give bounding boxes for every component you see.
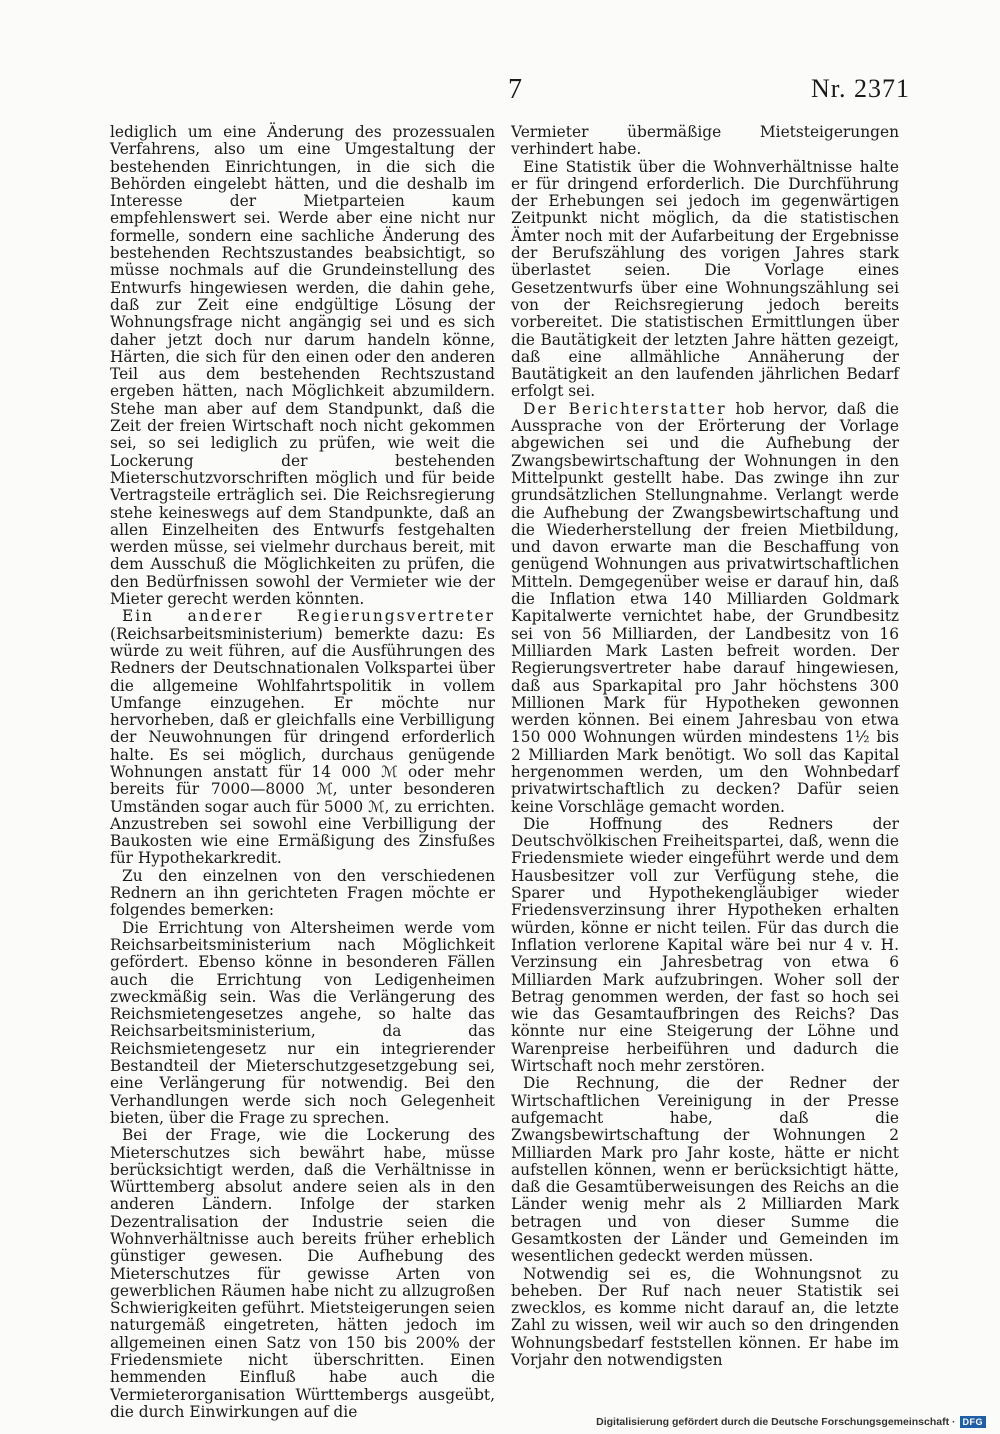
paragraph	[511, 401, 899, 816]
paragraph: Eine Statistik über die Wohnverhältnisse halte er für dringend erforderlich. Die Durchführung der Erhebungen sei jedoch im gegenwärtigen Zeitpunkt nicht möglich, da die statistischen Ämter noch mit der Aufarbeitung der Ergebnisse der Berufszählung des vorigen Jahres stark überlastet seien. Die Vorlage eines Gesetzentwurfs über eine Wohnungszählung sei von der Reichsregierung jedoch bereits vorbereitet. Die statistischen Ermittlungen über die Bautätigkeit der letzten Jahre hätten gezeigt, daß eine allmähliche Annäherung der Bautätigkeit an den laufenden jährlichen Bedarf erfolgt sei.	[511, 157, 899, 401]
paragraph: Notwendig sei es, die Wohnungsnot zu beheben. Der Ruf nach neuer Statistik sei zwecklos, es komme nicht darauf an, die letzte Zahl zu wissen, weil wir auch so den dringenden Wohnungsbedarf feststellen können. Er habe im Vorjahr den notwendigsten	[511, 1264, 899, 1370]
paragraph: Die Hoffnung des Redners der Deutschvölkischen Freiheitspartei, daß, wenn die Friedensmiete wieder eingeführt werde und dem Hausbesitzer voll zur Verfügung stehe, die Sparer und Hypothekengläubiger wieder Friedensverzinsung ihrer Hypotheken erhalten würden, könne er nicht teilen. Für das durch die Inflation verlorene Kapital wäre bei nur 4 v. H. Verzinsung ein Jahresbetrag von etwa 6 Milliarden Mark aufzubringen. Woher soll der Betrag genommen werden, der fast so hoch sei wie das Gesamtaufbringen des Reichs? Das könnte nur eine Steigerung der Löhne und Warenpreise herbeiführen und dadurch die Wirtschaft noch mehr zerstören.	[511, 814, 899, 1076]
credit-text: Digitalisierung gefördert durch die Deutsche Forschungsgemeinschaft ·	[596, 1416, 956, 1428]
page-number: 7	[508, 74, 522, 105]
paragraph: Die Errichtung von Altersheimen werde vom Reichsarbeitsministerium nach Möglichkeit gefördert. Ebenso könne in besonderen Fällen auch die Errichtung von Ledigenheimen zweckmäßig sein. Was die Verlängerung des Reichsmietengesetzes angehe, so halte das Reichsarbeitsministerium, da das Reichsmietengesetz nur ein integrierender Bestandteil der Mieterschutzgesetzgebung sei, eine Verlängerung für notwendig. Bei den Verhandlungen werde sich noch Gelegenheit bieten, über die Frage zu sprechen.	[110, 918, 495, 1127]
speaker-name: Ein anderer Regierungsvertreter	[122, 607, 495, 626]
paragraph: lediglich um eine Änderung des prozessualen Verfahrens, also um eine Umgestaltung der bestehenden Einrichtungen, in die sich die Behörden eingelebt hätten, und die deshalb im Interesse der Mietparteien kaum empfehlenswert sei. Werde aber eine nicht nur formelle, sondern eine sachliche Änderung des bestehenden Rechtszustandes beabsichtigt, so müsse nochmals auf die Grundeinstellung des Entwurfs hingewiesen werden, die dahin gehe, daß zur Zeit eine endgültige Lösung der Wohnungsfrage nicht angängig sei und es sich daher jetzt doch nur darum handeln könne, Härten, die sich für den einen oder den anderen Teil aus dem bestehenden Rechtszustand ergeben hätten, nach Möglichkeit abzumildern. Stehe man aber auf dem Standpunkt, daß die Zeit der freien Wirtschaft noch nicht gekommen sei, so sei lediglich zu prüfen, wie weit die Lockerung der bestehenden Mieterschutzvorschriften möglich und für beide Vertragsteile erträglich sei. Die Reichsregierung stehe keineswegs auf dem Standpunkte, daß an allen Einzelheiten des Entwurfs festgehalten werden müsse, sei vielmehr durchaus bereit, mit dem Ausschuß die Möglichkeiten zu prüfen, die den Bedürfnissen sowohl der Vermieter wie der Mieter gerecht werden könnten.	[110, 123, 495, 609]
paragraph-text: hob hervor, daß die Aussprache von der Erörterung der Vorlage abgewichen sei und die Aufhebung der Zwangsbewirtschaftung der Wohnungen in den Mittelpunkt gestellt habe. Das zwinge ihn zur grundsätzlichen Stellungnahme. Verlangt werde die Aufhebung der Zwangsbewirtschaftung und die Wiederherstellung der freien Mietbildung, und davon erwarte man die Beschaffung von genügend Wohnungen aus privatwirtschaftlichen Mitteln. Demgegenüber weise er darauf hin, daß die Inflation etwa 140 Milliarden Goldmark Kapitalwerte vernichtet habe, der Grundbesitz sei von 56 Milliarden, der Landbesitz von 16 Milliarden Mark Lasten befreit worden. Der Regierungsvertreter habe darauf hingewiesen, daß aus Sparkapital pro Jahr höchstens 300 Millionen Mark für Hypotheken gewonnen werden können. Bei einem Jahresbau von etwa 150 000 Wohnungen würden mindestens 1½ bis 2 Milliarden Mark benötigt. Wo soll das Kapital hergenommen werden, um den Wohnbedarf privatwirtschaftlich zu decken? Dafür seien keine Vorschläge gemacht worden.	[511, 399, 900, 816]
paragraph: Die Rechnung, die der Redner der Wirtschaftlichen Vereinigung in der Presse aufgemacht habe, daß die Zwangsbewirtschaftung der Wohnungen 2 Milliarden Mark pro Jahr koste, hätte er nicht aufstellen können, wenn er berücksichtigt hätte, daß die Gesamtüberweisungen des Reichs an die Länder wenig mehr als 2 Milliarden Mark betragen und von dieser Summe die Gesamtkosten der Länder und Gemeinden im wesentlichen gedeckt werden müssen.	[511, 1074, 899, 1266]
digitization-credit	[596, 1414, 986, 1430]
page-header	[110, 74, 910, 114]
paragraph: Vermieter übermäßige Mietsteigerungen verhindert habe.	[511, 123, 899, 159]
dfg-logo: DFG	[960, 1416, 987, 1428]
left-column	[110, 123, 495, 1421]
speaker-name: Der Berichterstatter	[523, 399, 727, 418]
right-column	[511, 123, 900, 1370]
paragraph-text: (Reichsarbeitsministerium) bemerkte dazu: Es würde zu weit führen, auf die Ausführungen des Redners der Deutschnationalen Volkspartei über die allgemeine Wohlfahrtspolitik in vollem Umfange einzugehen. Er möchte nur hervorheben, daß er gleichfalls eine Verbilligung der Neuwohnungen für dringend erforderlich halte. Es sei möglich, durchaus genügende Wohnungen anstatt für 14 000 ℳ oder mehr bereits für 7000—8000 ℳ, unter besonderen Umständen sogar auch für 5000 ℳ, zu errichten. Anzustreben sei sowohl eine Verbilligung der Baukosten wie eine Ermäßigung des Zinsfußes für Hypothekarkredit.	[110, 624, 495, 868]
paragraph	[110, 608, 495, 867]
issue-number: Nr. 2371	[811, 74, 910, 103]
paragraph: Bei der Frage, wie die Lockerung des Mieterschutzes sich bewährt habe, müsse berücksichtigt werden, daß die Verhältnisse in Württemberg absolut andere seien als in den anderen Ländern. Infolge der starken Dezentralisation der Industrie seien die Wohnverhältnisse auch bereits früher erheblich günstiger gewesen. Die Aufhebung des Mieterschutzes für gewisse Arten von gewerblichen Räumen habe nicht zu allzugroßen Schwierigkeiten geführt. Mietsteigerungen seien naturgemäß eingetreten, hätten jedoch im allgemeinen einen Satz von 150 bis 200% der Friedensmiete nicht überschritten. Einen hemmenden Einfluß habe auch die Vermieterorganisation Württembergs ausgeübt, die durch Einwirkungen auf die	[110, 1126, 495, 1421]
paragraph: Zu den einzelnen von den verschiedenen Rednern an ihn gerichteten Fragen möchte er folgendes bemerken:	[110, 866, 495, 920]
